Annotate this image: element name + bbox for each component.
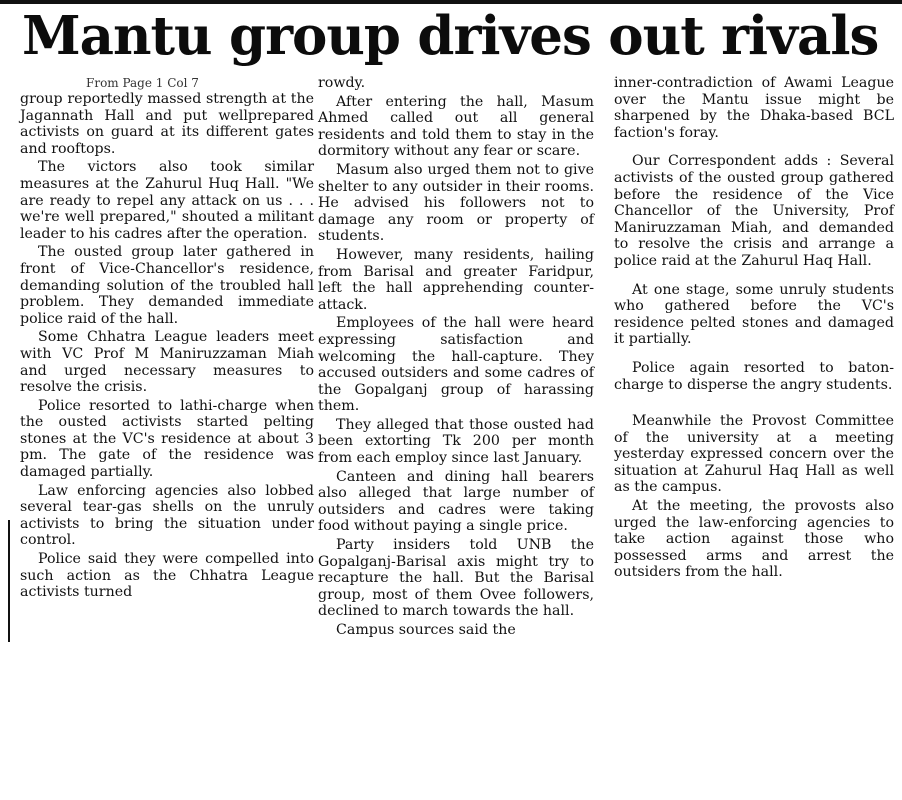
paragraph: Campus sources said the bbox=[336, 622, 516, 638]
paragraph: They alleged that those ousted had been extorting Tk 200 per month from each employ since last January. bbox=[318, 416, 594, 467]
paragraph: inner-contradiction of Awami League over the Mantu issue might be sharpened by the Dhaka-based BCL faction's foray. bbox=[614, 75, 894, 141]
paragraph: Some Chhatra League leaders meet with VC Prof M Maniruzzaman Miah and urged necessary measures to resolve the crisis. bbox=[20, 329, 314, 396]
paragraph: rowdy. bbox=[318, 75, 366, 91]
paragraph: At the meeting, the provosts also urged the law-enforcing agencies to take action against those who possessed arms and arrest the outsiders from the hall. bbox=[614, 498, 894, 581]
paragraph: At one stage, some unruly students who gathered before the VC's residence pelted stones and damaged it partially. bbox=[614, 281, 894, 348]
paragraph: Law enforcing agencies also lobbed several tear-gas shells on the unruly activists to bring the situation under control. bbox=[20, 482, 314, 549]
paragraph: Police again resorted to baton-charge to disperse the angry students. bbox=[614, 359, 894, 393]
paragraph: Our Correspondent adds : Several activists of the ousted group gathered before the residence of the Vice Chancellor of the University, Prof Maniruzzaman Miah, and demanded to resolve the crisis and arrange a police raid at the Zahurul Haq Hall. bbox=[614, 153, 894, 269]
continuation-note: From Page 1 Col 7 bbox=[86, 76, 199, 90]
paragraph: Canteen and dining hall bearers also alleged that large number of outsiders and cadres were taking food without paying a single price. bbox=[318, 468, 594, 535]
paragraph: Police said they were compelled into such action as the Chhatra League activists turned bbox=[20, 551, 314, 601]
paragraph: However, many residents, hailing from Barisal and greater Faridpur, left the hall apprehending counter-attack. bbox=[318, 246, 594, 313]
paragraph: group reportedly massed strength at the Jagannath Hall and put wellprepared activists on guard at its different gates and rooftops. bbox=[20, 91, 314, 157]
article-column-2 bbox=[318, 75, 594, 641]
column-edge-mark bbox=[8, 520, 10, 642]
paragraph: Meanwhile the Provost Committee of the university at a meeting yesterday expressed concern over the situation at Zahurul Haq Hall as well as the campus. bbox=[614, 413, 894, 496]
paragraph: After entering the hall, Masum Ahmed called out all general residents and told them to stay in the dormitory without any fear or scare. bbox=[318, 93, 594, 160]
paragraph: The victors also took similar measures at the Zahurul Huq Hall. "We are ready to repel any attack on us . . . we're well prepared," shouted a militant leader to his cadres after the operation. bbox=[20, 159, 314, 242]
paragraph: Masum also urged them not to give shelter to any outsider in their rooms. He advised his followers not to damage any room or property of students. bbox=[318, 161, 594, 245]
article-column-3 bbox=[614, 75, 894, 583]
article-column-1 bbox=[20, 75, 314, 603]
paragraph: Police resorted to lathi-charge when the ousted activists started pelting stones at the VC's residence at about 3 pm. The gate of the residence was damaged partially. bbox=[20, 397, 314, 481]
paragraph: The ousted group later gathered in front of Vice-Chancellor's residence, demanding solution of the troubled hall problem. They demanded immediate police raid of the hall. bbox=[20, 244, 314, 327]
paragraph: Employees of the hall were heard expressing satisfaction and welcoming the hall-capture. They accused outsiders and some cadres of the Gopalganj group of harassing them. bbox=[318, 315, 594, 415]
paragraph: Party insiders told UNB the Gopalganj-Barisal axis might try to recapture the hall. But the Barisal group, most of them Ovee followers, declined to march towards the hall. bbox=[318, 537, 594, 620]
headline: Mantu group drives out rivals bbox=[22, 5, 879, 67]
